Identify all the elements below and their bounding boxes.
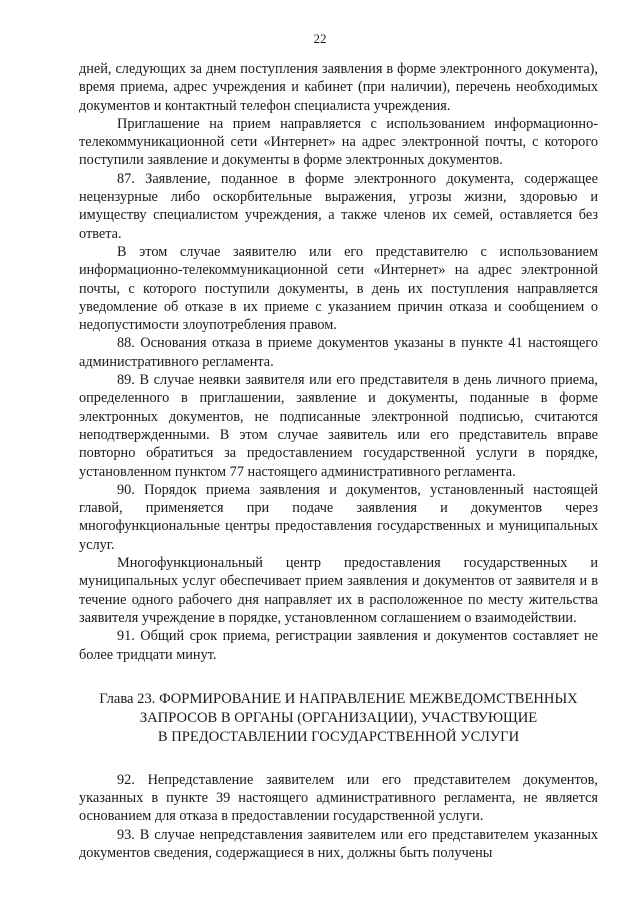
paragraph-90: 90. Порядок приема заявления и документов, установленный настоящей главой, применяется при подаче заявления и документов через многофункциональные центры предоставления государственных и муниципальных услуг. — [79, 481, 598, 553]
paragraph-87-notice: В этом случае заявителю или его представителю с использованием информационно-телекоммуникационной сети «Интернет» на адрес электронной почты, с которого поступили документы, в день их поступления направляется уведомление об отказе в их приеме с указанием причин отказа и сообщением о недопустимости злоупотребления правом. — [79, 243, 598, 334]
paragraph-continuation: дней, следующих за днем поступления заявления в форме электронного документа), время приема, адрес учреждения и кабинет (при наличии), перечень необходимых документов и контактный телефон специалиста учреждения. — [79, 61, 598, 114]
paragraph-88: 88. Основания отказа в приеме документов указаны в пункте 41 настоящего административного регламента. — [79, 335, 598, 370]
paragraph-89: 89. В случае неявки заявителя или его представителя в день личного приема, определенного в приглашении, заявление и документы, поданные в форме электронных документов, не подписанные электронной подписью, считаются неподтвержденными. В этом случае заявитель или его представитель вправе повторно обратиться за предоставлением государственной услуги в порядке, установленном пунктом 77 настоящего административного регламента. — [79, 372, 598, 480]
paragraph-93: 93. В случае непредставления заявителем или его представителем указанных документов сведения, содержащиеся в них, должны быть получены — [79, 826, 598, 861]
chapter-heading — [79, 690, 598, 747]
chapter-heading-line: Глава 23. ФОРМИРОВАНИЕ И НАПРАВЛЕНИЕ МЕЖВЕДОМСТВЕННЫХ — [99, 690, 578, 707]
paragraph-91: 91. Общий срок приема, регистрации заявления и документов составляет не более тридцати минут. — [79, 628, 598, 663]
page-number: 22 — [313, 31, 327, 46]
paragraph-92: 92. Непредставление заявителем или его представителем документов, указанных в пункте 39 настоящего административного регламента, не является основанием для отказа в предоставлении государственной услуги. — [79, 771, 598, 825]
chapter-heading-line: ЗАПРОСОВ В ОРГАНЫ (ОРГАНИЗАЦИИ), УЧАСТВУЮЩИЕ — [139, 709, 538, 726]
paragraph-invitation: Приглашение на прием направляется с использованием информационно-телекоммуникационной сети «Интернет» на адрес электронной почты, с которого поступили заявление и документы в форме электронных документов. — [79, 115, 598, 169]
document-body — [79, 60, 598, 862]
chapter-heading-line: В ПРЕДОСТАВЛЕНИИ ГОСУДАРСТВЕННОЙ УСЛУГИ — [157, 728, 520, 745]
paragraph-87: 87. Заявление, поданное в форме электронного документа, содержащее нецензурные либо оскорбительные выражения, угрозы жизни, здоровью и имуществу специалистом учреждения, а также членов их семей, оставляется без ответа. — [79, 170, 598, 242]
paragraph-90-mfc: Многофункциональный центр предоставления государственных и муниципальных услуг обеспечивает прием заявления и документов от заявителя и в течение одного рабочего дня направляет их в расположенное по месту жительства заявителя учреждение в порядке, установленном соглашением о взаимодействии. — [79, 555, 598, 626]
